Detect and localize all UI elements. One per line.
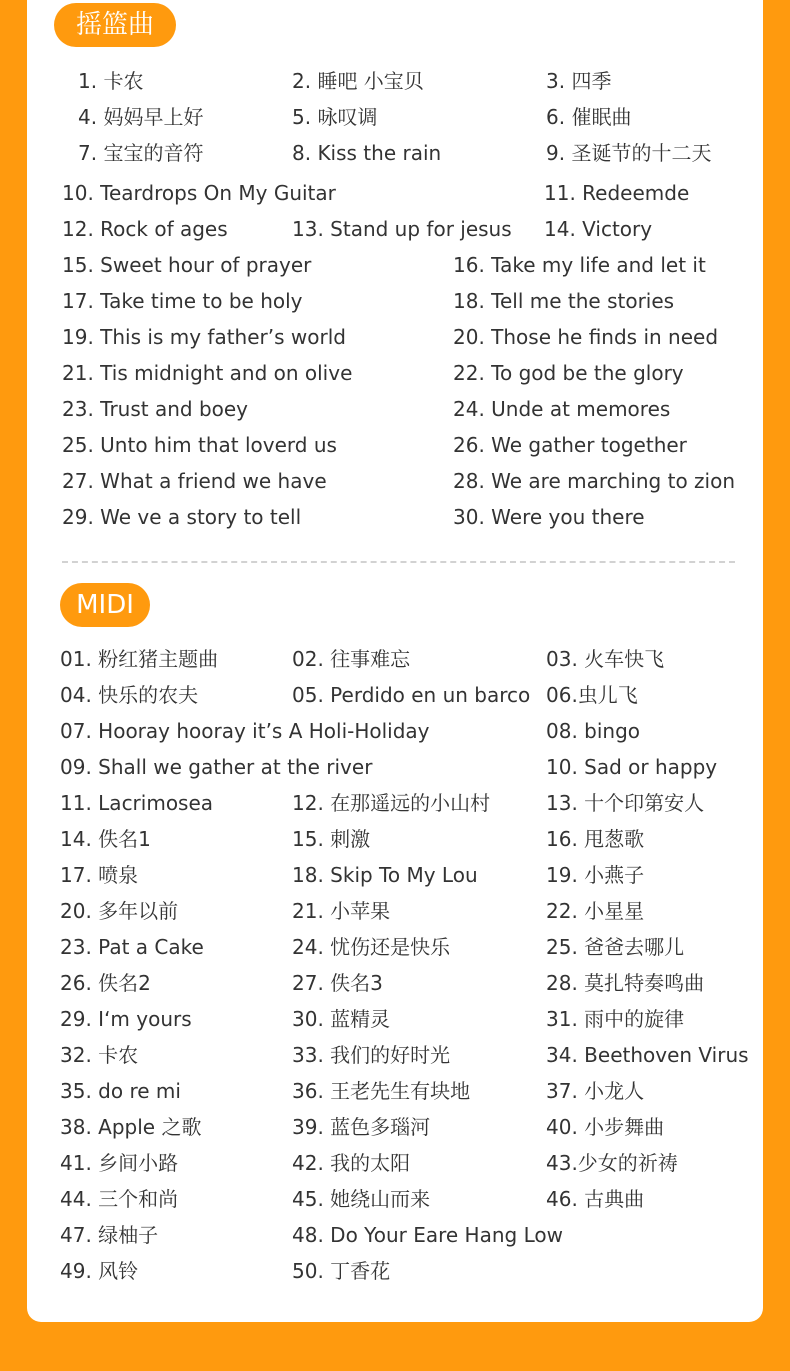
- midi-song-item: 26. 佚名2: [60, 971, 151, 995]
- midi-song-item: 16. 甩葱歌: [546, 827, 645, 851]
- midi-song-item: 23. Pat a Cake: [60, 935, 204, 959]
- midi-song-item: 21. 小苹果: [292, 899, 391, 923]
- midi-song-item: 05. Perdido en un barco: [292, 683, 531, 707]
- midi-song-item: 04. 快乐的农夫: [60, 683, 199, 707]
- midi-song-item: 02. 往事难忘: [292, 647, 411, 671]
- lullaby-song-item: 9. 圣诞节的十二天: [546, 141, 712, 165]
- midi-song-item: 14. 佚名1: [60, 827, 151, 851]
- midi-song-item: 20. 多年以前: [60, 899, 179, 923]
- midi-song-item: 34. Beethoven Virus: [546, 1043, 749, 1067]
- midi-song-item: 28. 莫扎特奏鸣曲: [546, 971, 705, 995]
- lullaby-song-item: 18. Tell me the stories: [453, 289, 675, 313]
- midi-song-item: 45. 她绕山而来: [292, 1187, 431, 1211]
- midi-song-item: 24. 忧伤还是快乐: [292, 935, 451, 959]
- midi-song-item: 42. 我的太阳: [292, 1151, 411, 1175]
- lullaby-song-item: 11. Redeemde: [544, 181, 690, 205]
- midi-song-item: 48. Do Your Eare Hang Low: [292, 1223, 563, 1247]
- midi-song-item: 22. 小星星: [546, 899, 645, 923]
- lullaby-song-item: 21. Tis midnight and on olive: [62, 361, 353, 385]
- section-divider: [62, 561, 735, 563]
- lullaby-section-title: 摇篮曲: [54, 3, 176, 47]
- midi-song-item: 30. 蓝精灵: [292, 1007, 391, 1031]
- lullaby-song-item: 28. We are marching to zion: [453, 469, 736, 493]
- midi-song-item: 10. Sad or happy: [546, 755, 718, 779]
- lullaby-song-item: 19. This is my father’s world: [62, 325, 346, 349]
- midi-song-item: 17. 喷泉: [60, 863, 139, 887]
- midi-song-item: 27. 佚名3: [292, 971, 383, 995]
- lullaby-song-item: 7. 宝宝的音符: [78, 141, 204, 165]
- midi-song-item: 41. 乡间小路: [60, 1151, 179, 1175]
- lullaby-song-item: 26. We gather together: [453, 433, 687, 457]
- midi-song-item: 12. 在那遥远的小山村: [292, 791, 491, 815]
- midi-song-item: 35. do re mi: [60, 1079, 181, 1103]
- midi-song-item: 13. 十个印第安人: [546, 791, 705, 815]
- lullaby-song-item: 22. To god be the glory: [453, 361, 684, 385]
- lullaby-song-item: 13. Stand up for jesus: [292, 217, 512, 241]
- lullaby-song-item: 27. What a friend we have: [62, 469, 327, 493]
- midi-song-item: 32. 卡农: [60, 1043, 139, 1067]
- lullaby-song-item: 4. 妈妈早上好: [78, 105, 204, 129]
- midi-song-item: 50. 丁香花: [292, 1259, 391, 1283]
- lullaby-song-item: 6. 催眠曲: [546, 105, 632, 129]
- midi-song-item: 31. 雨中的旋律: [546, 1007, 685, 1031]
- midi-song-item: 19. 小燕子: [546, 863, 645, 887]
- midi-song-item: 29. I‘m yours: [60, 1007, 192, 1031]
- midi-song-item: 38. Apple 之歌: [60, 1115, 202, 1139]
- midi-song-item: 01. 粉红猪主题曲: [60, 647, 219, 671]
- lullaby-song-item: 10. Teardrops On My Guitar: [62, 181, 336, 205]
- lullaby-song-item: 14. Victory: [544, 217, 653, 241]
- midi-song-item: 33. 我们的好时光: [292, 1043, 451, 1067]
- lullaby-song-item: 25. Unto him that loverd us: [62, 433, 337, 457]
- lullaby-song-item: 23. Trust and boey: [62, 397, 249, 421]
- midi-song-item: 36. 王老先生有块地: [292, 1079, 471, 1103]
- lullaby-song-item: 5. 咏叹调: [292, 105, 378, 129]
- midi-song-item: 37. 小龙人: [546, 1079, 645, 1103]
- lullaby-song-item: 12. Rock of ages: [62, 217, 228, 241]
- midi-song-item: 06.虫儿飞: [546, 683, 638, 707]
- midi-song-item: 46. 古典曲: [546, 1187, 645, 1211]
- midi-song-item: 08. bingo: [546, 719, 641, 743]
- midi-song-item: 40. 小步舞曲: [546, 1115, 665, 1139]
- midi-song-item: 03. 火车快飞: [546, 647, 665, 671]
- midi-song-item: 47. 绿柚子: [60, 1223, 159, 1247]
- lullaby-song-item: 15. Sweet hour of prayer: [62, 253, 312, 277]
- midi-song-item: 18. Skip To My Lou: [292, 863, 478, 887]
- lullaby-song-item: 16. Take my life and let it: [453, 253, 706, 277]
- midi-song-item: 25. 爸爸去哪儿: [546, 935, 685, 959]
- lullaby-song-item: 8. Kiss the rain: [292, 141, 442, 165]
- midi-song-item: 49. 风铃: [60, 1259, 139, 1283]
- midi-section-title: MIDI: [60, 583, 150, 627]
- midi-song-item: 11. Lacrimosea: [60, 791, 214, 815]
- lullaby-song-item: 29. We ve a story to tell: [62, 505, 302, 529]
- midi-song-item: 09. Shall we gather at the river: [60, 755, 373, 779]
- lullaby-song-item: 24. Unde at memores: [453, 397, 671, 421]
- midi-song-item: 44. 三个和尚: [60, 1187, 179, 1211]
- midi-song-item: 07. Hooray hooray it’s A Holi-Holiday: [60, 719, 430, 743]
- lullaby-song-item: 1. 卡农: [78, 69, 144, 93]
- lullaby-song-item: 3. 四季: [546, 69, 612, 93]
- midi-song-item: 43.少女的祈祷: [546, 1151, 678, 1175]
- lullaby-song-item: 17. Take time to be holy: [62, 289, 303, 313]
- lullaby-song-item: 30. Were you there: [453, 505, 645, 529]
- midi-song-item: 15. 刺激: [292, 827, 371, 851]
- lullaby-song-item: 2. 睡吧 小宝贝: [292, 69, 424, 93]
- lullaby-song-item: 20. Those he finds in need: [453, 325, 719, 349]
- midi-song-item: 39. 蓝色多瑙河: [292, 1115, 431, 1139]
